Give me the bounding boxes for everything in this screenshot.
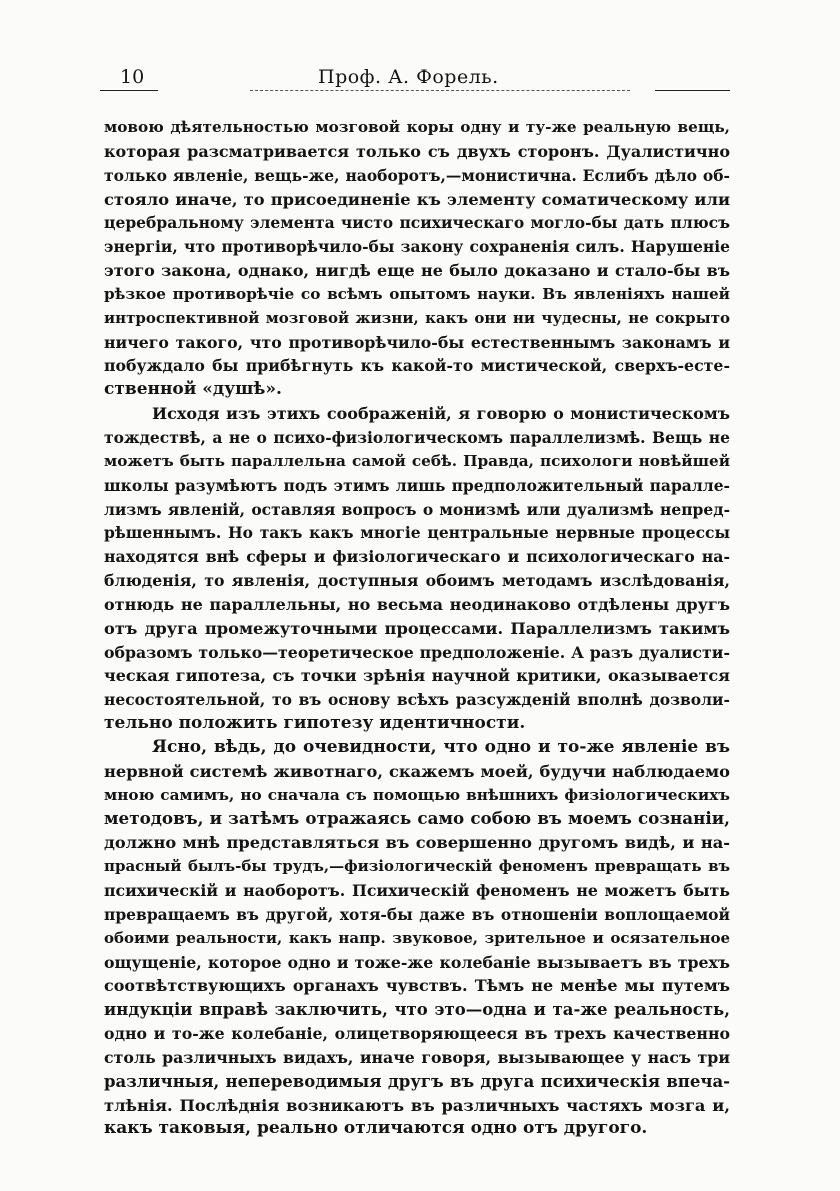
text-line: образомъ только—теоретическое предположеніе. А разъ дуалисти- [104,642,730,662]
header-rule-right [655,90,730,91]
text-line: соотвѣтствующихъ органахъ чувствъ. Тѣмъ не менѣе мы путемъ [104,976,730,996]
text-line: находятся внѣ сферы и физіологическаго и психологическаго на- [104,547,730,567]
header-rule-left [100,90,158,91]
text-line: интроспективной мозговой жизни, какъ они ни чудесны, не сокрыто [104,308,730,327]
text-line: прасный былъ-бы трудъ,—физіологическій феноменъ превращать въ [104,857,730,876]
text-line: отъ друга промежуточными процессами. Параллелизмъ такимъ [104,618,730,638]
text-line: стояло иначе, то присоединеніе къ элементу соматическому или [104,189,730,209]
text-line: которая разсматривается только съ двухъ сторонъ. Дуалистично [104,141,730,161]
text-line: побуждало бы прибѣгнуть къ какой-то мистической, сверхъ-есте- [104,356,730,376]
text-line: Исходя изъ этихъ соображеній, я говорю о монистическомъ [152,404,730,424]
text-line: должно мнѣ представляться въ совершенно другомъ видѣ, и на- [104,833,730,853]
text-line: церебральному элемента чисто психическаго могло-бы дать плюсъ [104,213,730,233]
text-line: столь различныхъ видахъ, иначе говоря, вызывающее у насъ три [104,1047,730,1067]
text-line: блюденія, то явленія, доступныя обоимъ методамъ изслѣдованія, [104,571,730,591]
running-head: Проф. А. Форель. [318,66,499,88]
text-line: ственной «душѣ». [104,379,282,400]
text-line: отнюдь не параллельны, но весьма неодинаково отдѣлены другъ [104,594,730,614]
text-line: энергіи, что противорѣчило-бы закону сохраненія силъ. Нарушеніе [104,237,730,257]
text-line: ничего такого, что противорѣчило-бы естественнымъ законамъ и [104,332,730,352]
text-line: можетъ быть параллельна самой себѣ. Правда, психологи новѣйшей [104,451,730,470]
text-line: индукціи вправѣ заключить, что это—одна и та-же реальность, [104,1000,730,1020]
text-line: ческая гипотеза, съ точки зрѣнія научной критики, оказывается [104,666,730,686]
text-line: тельно положить гипотезу идентичности. [104,713,526,734]
page-header [100,66,730,92]
text-line: обоими реальности, какъ напр. звуковое, зрительное и осязательное [104,928,730,947]
text-line: мовою дѣятельностью мозговой коры одну и ту-же реальную вещь, [104,118,730,136]
page-number: 10 [120,66,145,88]
text-line: превращаемъ въ другой, хотя-бы даже въ отношеніи воплощаемой [104,904,730,924]
text-line: методовъ, и затѣмъ отражаясь само собою въ моемъ сознаніи, [104,808,730,829]
text-line: одно и то-же колебаніе, олицетворяющееся въ трехъ качественно [104,1024,730,1044]
text-line: различныя, непереводимыя другъ въ друга психическія впеча- [104,1071,730,1091]
header-rule-middle [250,90,630,91]
text-line: тождествѣ, а не о психо-физіологическомъ параллелизмѣ. Вещь не [104,427,730,447]
text-line: этого закона, однако, нигдѣ еще не было доказано и стало-бы въ [104,261,730,281]
text-line: несостоятельной, то въ основу всѣхъ разсужденій вполнѣ дозволи- [104,690,730,710]
body-text [104,116,730,1141]
text-line: ощущеніе, которое одно и тоже-же колебаніе вызываетъ въ трехъ [104,952,730,972]
text-line: какъ таковыя, реально отличаются одно отъ другого. [104,1118,648,1139]
text-line: лизмъ явленій, оставляя вопросъ о монизмѣ или дуализмѣ непред- [104,499,730,519]
text-line: нервной системѣ животнаго, скажемъ моей, будучи наблюдаемо [104,761,730,781]
text-line: мною самимъ, но сначала съ помощью внѣшнихъ физіологическихъ [104,785,730,804]
text-line: только явленіе, вещь-же, наоборотъ,—монистична. Еслибъ дѣло об- [104,165,730,185]
text-line: Ясно, вѣдь, до очевидности, что одно и то-же явленіе въ [152,736,730,757]
text-line: психическій и наоборотъ. Психическій феноменъ не можетъ быть [104,881,730,900]
text-line: рѣзкое противорѣчіе со всѣмъ опытомъ науки. Въ явленіяхъ нашей [104,284,730,303]
text-line: школы разумѣютъ подъ этимъ лишь предположительный паралле- [104,475,730,495]
text-line: рѣшеннымъ. Но такъ какъ многіе центральные нервные процессы [104,523,730,543]
text-line: тлѣнія. Послѣднія возникаютъ въ различныхъ частяхъ мозга и, [104,1095,730,1115]
